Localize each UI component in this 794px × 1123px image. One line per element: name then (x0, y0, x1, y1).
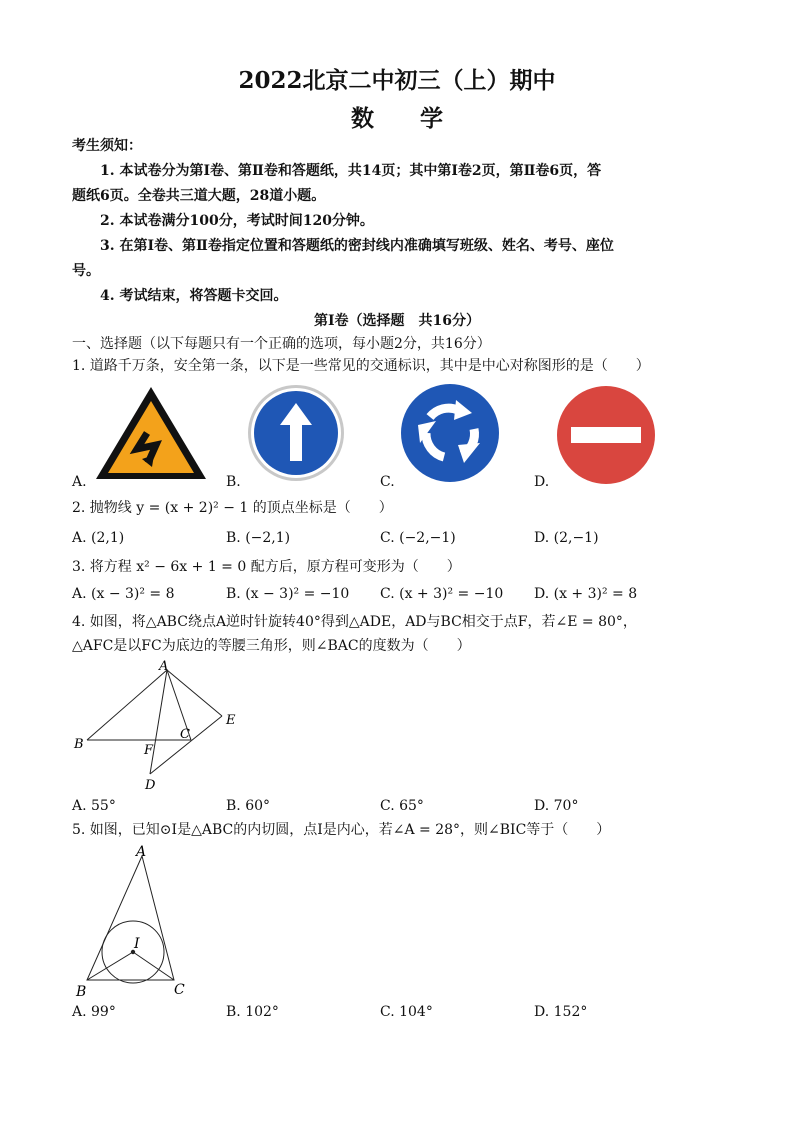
q3-option-c: C. (x + 3)² = −10 (380, 586, 504, 602)
point-label: E (226, 713, 236, 728)
question-5-stem: 5. 如图，已知⊙I是△ABC的内切圆，点I是内心，若∠A = 28°，则∠BIC等于（ ） (72, 822, 611, 838)
notice-item: 1. 本试卷分为第Ⅰ卷、第Ⅱ卷和答题纸，共14页；其中第Ⅰ卷2页，第Ⅱ卷6页，答 (100, 163, 602, 179)
q2-option-b: B. (−2,1) (226, 530, 291, 546)
notice-item: 3. 在第Ⅰ卷、第Ⅱ卷指定位置和答题纸的密封线内准确填写班级、姓名、考号、座位 (100, 238, 614, 254)
q2-option-d: D. (2,−1) (534, 530, 599, 546)
point-label: D (145, 778, 156, 793)
notice-item: 题纸6页。全卷共三道大题，28道小题。 (72, 188, 326, 204)
point-label: B (76, 984, 87, 1000)
point-label: I (134, 936, 140, 952)
warning-sign-icon (92, 383, 210, 483)
subject-title: 数 学 (351, 105, 443, 132)
q3-option-a: A. (x − 3)² = 8 (72, 586, 175, 602)
point-label: F (144, 743, 154, 758)
q5-option-d: D. 152° (534, 1004, 588, 1020)
q4-option-b: B. 60° (226, 798, 271, 814)
section-title: 第Ⅰ卷（选择题 共16分） (313, 313, 481, 329)
question-4-stem: 4. 如图，将△ABC绕点A逆时针旋转40°得到△ADE，AD与BC相交于点F，若∠E = 80°， (72, 614, 637, 630)
q4-option-c: C. 65° (380, 798, 424, 814)
point-label: A (136, 844, 147, 860)
q1-option-d: D. (534, 474, 550, 490)
notice-item: 号。 (72, 263, 100, 279)
q5-option-a: A. 99° (72, 1004, 116, 1020)
notice-item: 2. 本试卷满分100分，考试时间120分钟。 (100, 213, 374, 229)
q2-option-a: A. (2,1) (72, 530, 125, 546)
point-label: B (74, 737, 84, 752)
q2-option-c: C. (−2,−1) (380, 530, 456, 546)
q1-option-a: A. (72, 474, 87, 490)
question-4-stem-line2: △AFC是以FC为底边的等腰三角形，则∠BAC的度数为（ ） (72, 638, 471, 654)
point-label: A (159, 659, 169, 674)
notice-item: 4. 考试结束，将答题卡交回。 (100, 288, 288, 304)
no-entry-sign-icon (556, 385, 656, 485)
q5-option-b: B. 102° (226, 1004, 279, 1020)
point-label: C (174, 982, 185, 998)
straight-arrow-sign-icon (246, 383, 346, 483)
q3-option-d: D. (x + 3)² = 8 (534, 586, 638, 602)
question-3-stem: 3. 将方程 x² − 6x + 1 = 0 配方后，原方程可变形为（ ） (72, 559, 461, 575)
question-2-stem: 2. 抛物线 y = (x + 2)² − 1 的顶点坐标是（ ） (72, 500, 393, 516)
point-label: C (180, 727, 190, 742)
q4-option-d: D. 70° (534, 798, 579, 814)
incircle-triangle-diagram (70, 840, 200, 1002)
q1-option-c: C. (380, 474, 395, 490)
q3-option-b: B. (x − 3)² = −10 (226, 586, 350, 602)
section-intro: 一、选择题（以下每题只有一个正确的选项，每小题2分，共16分） (72, 336, 491, 352)
notice-heading: 考生须知： (72, 138, 142, 154)
rotation-triangle-diagram (70, 656, 250, 796)
q4-option-a: A. 55° (72, 798, 116, 814)
page-title: 2022北京二中初三（上）期中 (238, 67, 556, 94)
roundabout-sign-icon (400, 383, 500, 483)
q5-option-c: C. 104° (380, 1004, 433, 1020)
q1-option-b: B. (226, 474, 241, 490)
question-1-stem: 1. 道路千万条，安全第一条，以下是一些常见的交通标识，其中是中心对称图形的是（ ） (72, 358, 650, 374)
